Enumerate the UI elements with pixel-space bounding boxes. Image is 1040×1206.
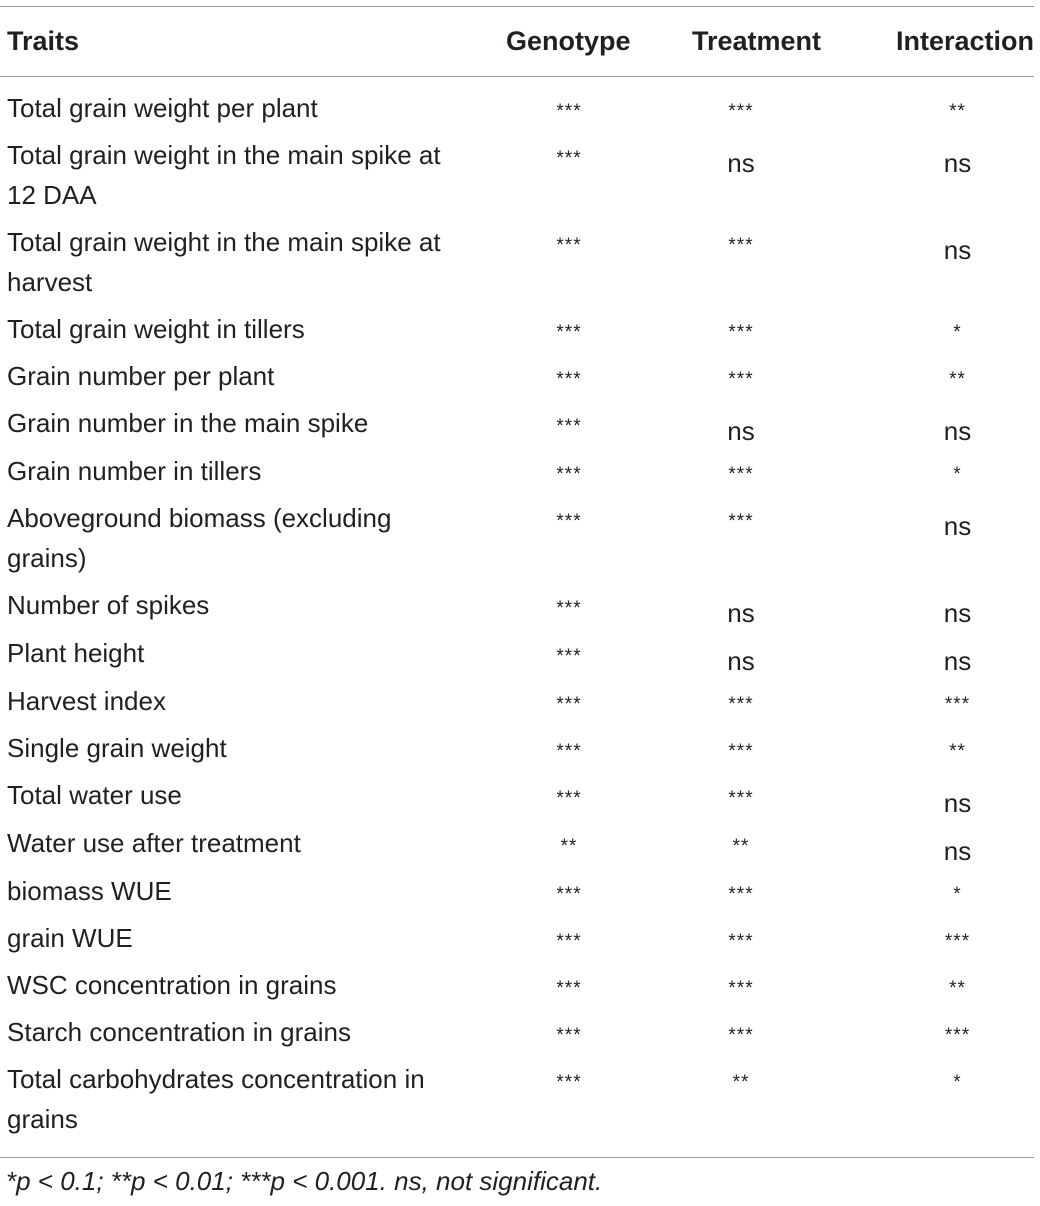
interaction-cell: [861, 871, 1034, 918]
header-row: [0, 7, 1034, 76]
genotype-cell: [486, 918, 661, 965]
table-row: [0, 871, 1034, 918]
genotype-cell: [486, 681, 661, 728]
treatment-cell: [661, 356, 861, 403]
table-row: [0, 633, 1034, 681]
interaction-cell: [861, 965, 1034, 1012]
trait-cell: Total grain weight in the main spike at 12 DAA: [7, 140, 441, 210]
table-row: [0, 222, 1034, 309]
table-row: [0, 965, 1034, 1012]
interaction-significance: ns: [943, 788, 972, 818]
treatment-cell: [661, 871, 861, 918]
genotype-cell: [486, 498, 661, 585]
table-body: [0, 76, 1034, 1146]
interaction-cell: [861, 222, 1034, 309]
table-footer-rule: [0, 1157, 1034, 1158]
interaction-significance: ***: [944, 694, 971, 715]
trait-cell: Single grain weight: [7, 733, 227, 763]
treatment-significance: **: [732, 836, 750, 857]
interaction-significance: **: [949, 978, 966, 999]
treatment-cell: [661, 309, 861, 356]
table-row: [0, 451, 1034, 498]
interaction-significance: ns: [943, 646, 972, 676]
interaction-significance: ns: [943, 235, 972, 265]
treatment-cell: [661, 222, 861, 309]
genotype-cell: [486, 728, 661, 775]
genotype-significance: ***: [556, 1025, 582, 1046]
table-row: [0, 1012, 1034, 1059]
interaction-cell: [861, 135, 1034, 222]
trait-cell: WSC concentration in grains: [7, 970, 337, 1000]
table-row: [0, 356, 1034, 403]
table-row: [0, 309, 1034, 356]
genotype-significance: ***: [556, 788, 582, 809]
genotype-significance: ***: [556, 101, 582, 122]
treatment-cell: [661, 728, 861, 775]
genotype-cell: [486, 76, 661, 135]
treatment-cell: [661, 633, 861, 681]
genotype-significance: ***: [556, 148, 582, 169]
interaction-cell: [861, 775, 1034, 823]
interaction-significance: ns: [943, 598, 972, 628]
treatment-significance: ***: [728, 788, 754, 809]
trait-cell: Grain number in the main spike: [7, 408, 369, 438]
genotype-cell: [486, 633, 661, 681]
treatment-significance: ***: [728, 1025, 754, 1046]
treatment-significance: ns: [727, 148, 755, 178]
interaction-cell: [861, 356, 1034, 403]
treatment-significance: ***: [728, 884, 754, 905]
genotype-cell: [486, 1059, 661, 1146]
interaction-significance: *: [953, 884, 962, 905]
treatment-cell: [661, 775, 861, 823]
trait-cell: Total carbohydrates concentration in grains: [7, 1064, 425, 1134]
treatment-cell: [661, 918, 861, 965]
treatment-significance: ***: [728, 235, 754, 256]
table-row: [0, 823, 1034, 871]
trait-cell: Water use after treatment: [7, 828, 301, 858]
treatment-significance: ***: [728, 322, 754, 343]
genotype-significance: ***: [556, 598, 582, 619]
interaction-significance: *: [953, 464, 962, 485]
interaction-significance: **: [949, 741, 966, 762]
treatment-significance: ***: [728, 741, 754, 762]
trait-cell: Grain number in tillers: [7, 456, 262, 486]
treatment-cell: [661, 965, 861, 1012]
genotype-cell: [486, 823, 661, 871]
interaction-cell: [861, 309, 1034, 356]
interaction-significance: ***: [944, 1025, 971, 1046]
genotype-cell: [486, 451, 661, 498]
table-row: [0, 1059, 1034, 1146]
table-row: [0, 728, 1034, 775]
genotype-significance: ***: [556, 369, 582, 390]
trait-cell: Number of spikes: [7, 590, 210, 620]
interaction-cell: [861, 823, 1034, 871]
trait-cell: Harvest index: [7, 686, 166, 716]
treatment-cell: [661, 1012, 861, 1059]
genotype-cell: [486, 403, 661, 451]
interaction-cell: [861, 1012, 1034, 1059]
genotype-significance: ***: [556, 511, 582, 532]
treatment-cell: [661, 681, 861, 728]
trait-cell: Total grain weight per plant: [7, 93, 318, 123]
genotype-significance: ***: [556, 322, 582, 343]
header-genotype: Genotype: [506, 26, 631, 56]
interaction-cell: [861, 403, 1034, 451]
trait-cell: Starch concentration in grains: [7, 1017, 351, 1047]
interaction-cell: [861, 451, 1034, 498]
trait-cell: Aboveground biomass (excluding grains): [7, 503, 392, 573]
header-traits: Traits: [7, 26, 80, 56]
genotype-significance: ***: [556, 741, 582, 762]
interaction-cell: [861, 76, 1034, 135]
interaction-significance: *: [953, 322, 962, 343]
table-footnote: *p < 0.1; **p < 0.01; ***p < 0.001. ns, not significant.: [6, 1166, 603, 1196]
trait-cell: grain WUE: [7, 923, 133, 953]
trait-cell: biomass WUE: [7, 876, 172, 906]
genotype-cell: [486, 356, 661, 403]
interaction-cell: [861, 681, 1034, 728]
interaction-significance: ns: [943, 836, 972, 866]
treatment-cell: [661, 135, 861, 222]
interaction-significance: ns: [943, 148, 972, 178]
header-interaction: Interaction: [895, 26, 1034, 56]
interaction-significance: ns: [943, 416, 972, 446]
genotype-cell: [486, 222, 661, 309]
table-header: [0, 7, 1034, 76]
treatment-significance: ***: [728, 931, 754, 952]
genotype-significance: ***: [556, 884, 582, 905]
treatment-cell: [661, 585, 861, 633]
table-row: [0, 403, 1034, 451]
table-row: [0, 775, 1034, 823]
table-row: [0, 681, 1034, 728]
treatment-cell: [661, 451, 861, 498]
genotype-significance: ***: [556, 978, 582, 999]
table-row: [0, 918, 1034, 965]
genotype-significance: ***: [556, 931, 582, 952]
treatment-cell: [661, 76, 861, 135]
genotype-significance: ***: [556, 235, 582, 256]
trait-cell: Total grain weight in the main spike at harvest: [7, 227, 441, 297]
treatment-significance: ***: [728, 978, 754, 999]
genotype-cell: [486, 775, 661, 823]
genotype-significance: ***: [556, 416, 582, 437]
genotype-significance: **: [560, 836, 578, 857]
interaction-cell: [861, 585, 1034, 633]
trait-cell: Total water use: [7, 780, 182, 810]
genotype-significance: ***: [556, 694, 582, 715]
interaction-cell: [861, 633, 1034, 681]
genotype-cell: [486, 585, 661, 633]
treatment-significance: ***: [728, 694, 754, 715]
trait-cell: Total grain weight in tillers: [7, 314, 305, 344]
interaction-significance: ***: [944, 931, 971, 952]
treatment-significance: ***: [728, 369, 754, 390]
treatment-cell: [661, 498, 861, 585]
table-row: [0, 76, 1034, 135]
table-row: [0, 585, 1034, 633]
genotype-significance: ***: [556, 464, 582, 485]
interaction-significance: *: [953, 1072, 962, 1093]
treatment-significance: **: [732, 1072, 750, 1093]
interaction-cell: [861, 498, 1034, 585]
interaction-significance: **: [949, 101, 966, 122]
header-treatment: Treatment: [692, 26, 822, 56]
anova-significance-table: [0, 7, 1034, 1146]
interaction-cell: [861, 918, 1034, 965]
table-row: [0, 135, 1034, 222]
treatment-cell: [661, 1059, 861, 1146]
interaction-significance: ns: [943, 511, 972, 541]
treatment-significance: ***: [728, 464, 754, 485]
genotype-cell: [486, 135, 661, 222]
trait-cell: Grain number per plant: [7, 361, 275, 391]
treatment-significance: ns: [727, 646, 755, 676]
interaction-cell: [861, 1059, 1034, 1146]
table-row: [0, 498, 1034, 585]
treatment-cell: [661, 823, 861, 871]
interaction-significance: **: [949, 369, 966, 390]
treatment-significance: ***: [728, 101, 754, 122]
genotype-cell: [486, 871, 661, 918]
genotype-cell: [486, 309, 661, 356]
genotype-cell: [486, 1012, 661, 1059]
treatment-significance: ***: [728, 511, 754, 532]
treatment-significance: ns: [727, 416, 755, 446]
treatment-significance: ns: [727, 598, 755, 628]
interaction-cell: [861, 728, 1034, 775]
trait-cell: Plant height: [7, 638, 145, 668]
treatment-cell: [661, 403, 861, 451]
genotype-cell: [486, 965, 661, 1012]
genotype-significance: ***: [556, 646, 582, 667]
genotype-significance: ***: [556, 1072, 582, 1093]
